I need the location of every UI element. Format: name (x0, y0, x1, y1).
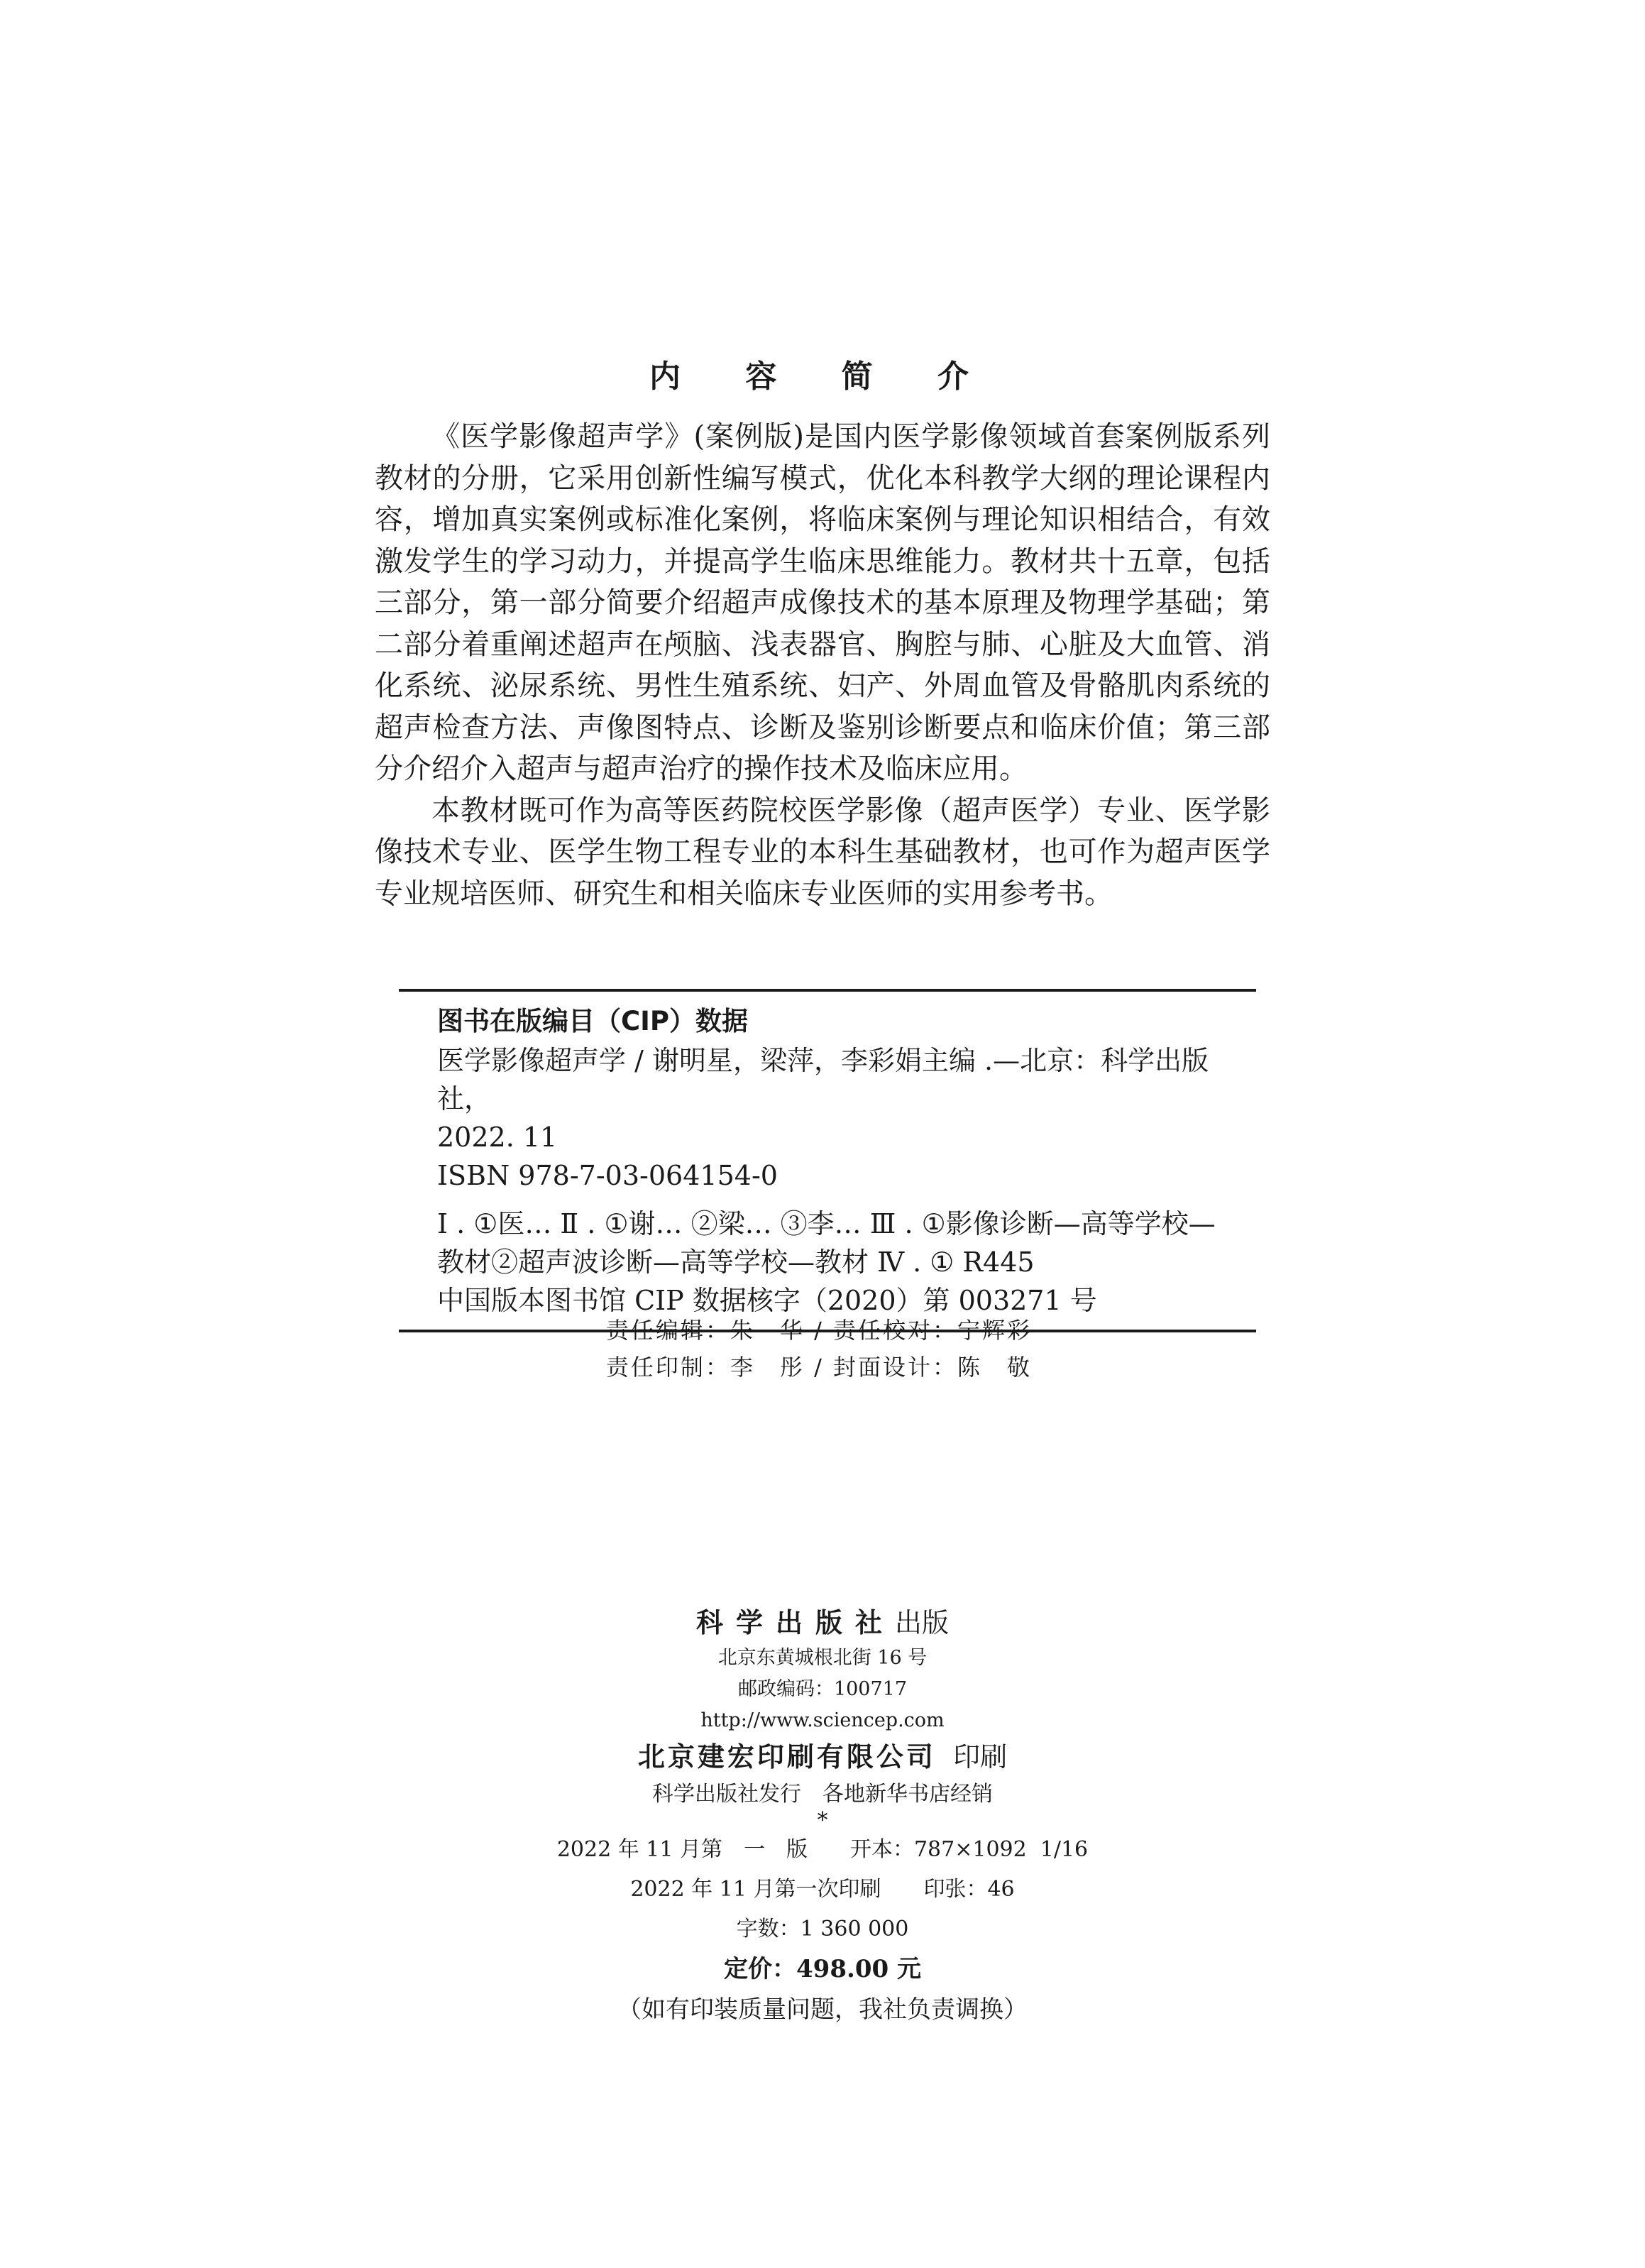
publisher-website: http://www.sciencep.com (700, 1709, 945, 1731)
print-suffix: 印刷 (953, 1741, 1008, 1773)
section-title: 内 容 简 介 (649, 358, 996, 395)
cip-date-line: 2022. 11 (437, 1122, 558, 1153)
content-summary (375, 416, 1270, 914)
cip-record-line: 中国版本图书馆 CIP 数据核字（2020）第 003271 号 (437, 1285, 1097, 1316)
cip-classification-line-2: 教材②超声波诊断—高等学校—教材 Ⅳ . ① R445 (437, 1247, 1035, 1278)
cip-classification-line-1: Ⅰ . ①医… Ⅱ . ①谢… ②梁… ③李… Ⅲ . ①影像诊断—高等学校— (437, 1208, 1216, 1239)
printer-row (0, 1736, 1645, 1777)
publisher-row (0, 1603, 1645, 1643)
credits-line-2: 责任印制：李 彤 / 封面设计：陈 敬 (605, 1354, 1033, 1381)
summary-paragraph-1: 《医学影像超声学》(案例版)是国内医学影像领域首套案例版系列教材的分册，它采用创新性编写模式，优化本科教学大纲的理论课程内容，增加真实案例或标准化案例，将临床案例与理论知识相结合，有效激发学生的学习动力，并提高学生临床思维能力。教材共十五章，包括三部分，第一部分简要介绍超声成像技术的基本原理及物理学基础；第二部分着重阐述超声在颅脑、浅表器官、胸腔与肺、心脏及大血管、消化系统、泌尿系统、男性生殖系统、妇产、外周血管及骨骼肌肉系统的超声检查方法、声像图特点、诊断及鉴别诊断要点和临床价值；第三部分介绍介入超声与超声治疗的操作技术及临床应用。 (375, 420, 1270, 785)
printing-line: 2022 年 11 月第一次印刷 印张：46 (630, 1877, 1015, 1902)
edition-line: 2022 年 11 月第 一 版 开本：787×1092 1/16 (556, 1837, 1089, 1862)
credits-line-1: 责任编辑：朱 华 / 责任校对：宁辉彩 (605, 1317, 1033, 1344)
publisher-address: 北京东黄城根北街 16 号 (717, 1647, 928, 1669)
cip-data-block (399, 989, 1256, 1332)
separator-star: * (817, 1808, 828, 1833)
distribution-line: 科学出版社发行 各地新华书店经销 (652, 1782, 993, 1807)
cip-spacer (399, 1195, 1256, 1205)
publisher-name: 科学出版社 (695, 1606, 895, 1638)
printer-name: 北京建宏印刷有限公司 (637, 1741, 936, 1773)
publish-suffix: 出版 (895, 1607, 950, 1638)
publisher-postcode: 邮政编码：100717 (737, 1678, 908, 1700)
cip-isbn-line: ISBN 978-7-03-064154-0 (437, 1160, 778, 1191)
price-line: 定价：498.00 元 (724, 1955, 921, 1983)
word-count-line: 字数：1 360 000 (736, 1917, 909, 1941)
cip-title-line: 医学影像超声学 / 谢明星，梁萍，李彩娟主编 .—北京：科学出版社， (437, 1045, 1209, 1114)
publication-imprint (0, 1603, 1645, 2030)
editorial-credits (0, 1312, 1645, 1386)
summary-paragraph-2: 本教材既可作为高等医药院校医学影像（超声医学）专业、医学影像技术专业、医学生物工程专业的本科生基础教材，也可作为超声医学专业规培医师、研究生和相关临床专业医师的实用参考书。 (375, 794, 1270, 910)
cip-heading: 图书在版编目（CIP）数据 (437, 1006, 749, 1036)
quality-note: （如有印装质量问题，我社负责调换） (617, 1995, 1028, 2024)
